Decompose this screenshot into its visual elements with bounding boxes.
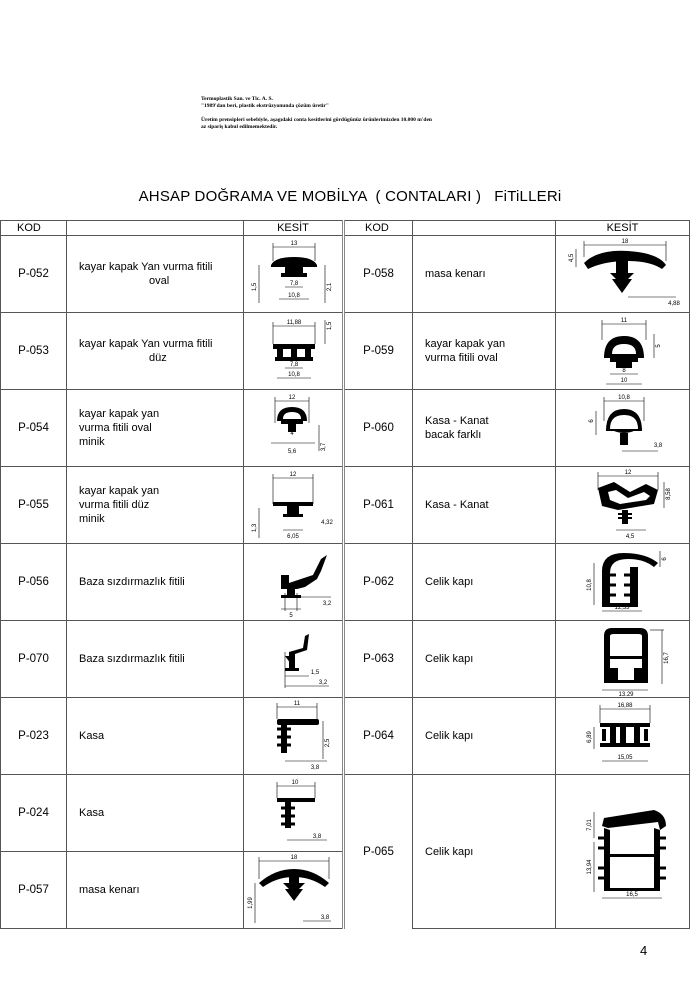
section-drawing xyxy=(556,775,690,929)
page-number: 4 xyxy=(640,943,648,958)
item-description: masa kenarı xyxy=(67,852,244,929)
section-drawing xyxy=(244,390,344,467)
section-drawing xyxy=(556,544,690,621)
section-drawing xyxy=(244,621,344,698)
item-code: P-055 xyxy=(1,467,67,544)
header-kod-left: KOD xyxy=(1,221,67,236)
section-drawing xyxy=(556,621,690,698)
section-drawing xyxy=(244,544,344,621)
item-code: P-057 xyxy=(1,852,67,929)
section-drawing xyxy=(556,313,690,390)
section-drawing xyxy=(556,467,690,544)
header-kesit-right: KESİT xyxy=(556,221,690,236)
profile-p062-drawing xyxy=(558,545,688,619)
svg-text:16,7: 16,7 xyxy=(663,652,670,664)
table-row xyxy=(1,236,690,313)
item-code: P-023 xyxy=(1,698,67,775)
svg-text:1,5: 1,5 xyxy=(310,670,320,676)
svg-text:10: 10 xyxy=(291,780,299,786)
item-description: Kasa xyxy=(67,698,244,775)
svg-text:12: 12 xyxy=(624,470,631,476)
svg-text:11: 11 xyxy=(293,701,301,707)
profile-p063-drawing xyxy=(558,622,688,696)
svg-text:13,94: 13,94 xyxy=(586,858,593,875)
svg-text:1,5: 1,5 xyxy=(252,282,258,292)
table-row xyxy=(1,313,690,390)
svg-text:5,6: 5,6 xyxy=(287,449,297,455)
item-description: Celik kapı xyxy=(413,544,556,621)
svg-text:18: 18 xyxy=(621,239,628,245)
svg-text:1,3: 1,3 xyxy=(252,523,258,533)
item-description: Baza sızdırmazlık fitili xyxy=(67,544,244,621)
svg-text:4,5: 4,5 xyxy=(568,253,575,263)
svg-text:12,33: 12,33 xyxy=(613,605,630,611)
svg-text:16,5: 16,5 xyxy=(625,891,638,898)
svg-text:3,2: 3,2 xyxy=(318,680,328,686)
profile-p054-drawing xyxy=(245,391,341,465)
profile-p065-drawing xyxy=(558,792,688,912)
item-description: kayar kapak Yan vurma fitili düz xyxy=(67,313,244,390)
profile-p060-drawing xyxy=(558,391,688,465)
section-drawing xyxy=(244,852,344,929)
section-drawing xyxy=(244,698,344,775)
svg-text:10: 10 xyxy=(620,378,627,384)
section-drawing xyxy=(244,467,344,544)
item-description: kayar kapak yan vurma fitili oval minik xyxy=(67,390,244,467)
table-row xyxy=(1,544,690,621)
item-code: P-065 xyxy=(344,775,413,929)
profile-p023-drawing xyxy=(245,699,341,773)
svg-text:7,01: 7,01 xyxy=(586,818,593,831)
item-description: Celik kapı xyxy=(413,698,556,775)
svg-text:3,8: 3,8 xyxy=(653,443,662,449)
svg-text:3,8: 3,8 xyxy=(320,915,330,921)
item-description: Celik kapı xyxy=(413,775,556,929)
section-drawing xyxy=(556,236,690,313)
svg-text:10,8: 10,8 xyxy=(617,395,630,401)
table-row xyxy=(1,698,690,775)
svg-text:7,8: 7,8 xyxy=(289,362,299,368)
profile-p061-drawing xyxy=(558,468,688,542)
svg-text:3,2: 3,2 xyxy=(322,601,332,607)
svg-text:6: 6 xyxy=(661,557,668,561)
svg-text:2,1: 2,1 xyxy=(327,282,333,292)
section-drawing xyxy=(556,698,690,775)
item-description: kayar kapak yan vurma fitili düz minik xyxy=(67,467,244,544)
table-row xyxy=(1,775,690,852)
svg-text:5: 5 xyxy=(289,613,293,619)
svg-text:3,7: 3,7 xyxy=(321,442,327,452)
item-code: P-058 xyxy=(344,236,413,313)
profile-p024-drawing xyxy=(245,776,341,850)
item-code: P-054 xyxy=(1,390,67,467)
profile-p053-drawing xyxy=(245,314,341,388)
svg-text:3,8: 3,8 xyxy=(312,834,322,840)
page-title: AHSAP DOĞRAMA VE MOBİLYA ( CONTALARI ) FiTiLLERi xyxy=(138,188,562,205)
svg-text:6,05: 6,05 xyxy=(287,534,299,540)
profile-p070-drawing xyxy=(245,622,341,696)
section-drawing xyxy=(244,236,344,313)
item-description: kayar kapak yan vurma fitili oval xyxy=(413,313,556,390)
profile-p057-drawing xyxy=(245,853,341,927)
profile-p059-drawing xyxy=(558,314,688,388)
item-code: P-059 xyxy=(344,313,413,390)
svg-text:4,5: 4,5 xyxy=(625,534,634,540)
svg-text:4: 4 xyxy=(290,431,294,437)
svg-text:18: 18 xyxy=(290,855,298,861)
item-code: P-024 xyxy=(1,775,67,852)
svg-text:3,8: 3,8 xyxy=(310,765,320,771)
header-kod-right: KOD xyxy=(344,221,413,236)
svg-text:13: 13 xyxy=(290,241,298,247)
table-row xyxy=(1,467,690,544)
svg-text:12: 12 xyxy=(288,395,296,401)
profile-p058-drawing xyxy=(558,237,688,311)
section-drawing xyxy=(556,390,690,467)
item-code: P-070 xyxy=(1,621,67,698)
table-header-row xyxy=(1,221,690,236)
svg-text:7,8: 7,8 xyxy=(289,281,299,287)
table-row xyxy=(1,390,690,467)
item-code: P-061 xyxy=(344,467,413,544)
svg-text:10,8: 10,8 xyxy=(586,579,593,591)
svg-text:11,88: 11,88 xyxy=(286,320,302,326)
svg-text:1,5: 1,5 xyxy=(327,321,333,331)
header-kesit-left: KESİT xyxy=(244,221,344,236)
table-row xyxy=(1,621,690,698)
item-description: Kasa - Kanat xyxy=(413,467,556,544)
svg-text:8: 8 xyxy=(621,368,626,374)
item-code: P-052 xyxy=(1,236,67,313)
svg-text:8,58: 8,58 xyxy=(665,488,672,500)
item-description: Kasa - Kanat bacak farklı xyxy=(413,390,556,467)
svg-text:2,5: 2,5 xyxy=(325,738,331,748)
svg-text:15,05: 15,05 xyxy=(616,755,633,761)
svg-text:10,8: 10,8 xyxy=(288,293,300,299)
svg-text:5: 5 xyxy=(655,344,662,348)
svg-text:13,29: 13,29 xyxy=(617,692,634,696)
svg-text:10,8: 10,8 xyxy=(288,372,300,378)
section-drawing xyxy=(244,313,344,390)
item-code: P-060 xyxy=(344,390,413,467)
section-drawing xyxy=(244,775,344,852)
svg-text:11: 11 xyxy=(620,318,627,324)
item-description: Baza sızdırmazlık fitili xyxy=(67,621,244,698)
company-slogan: "1989'dan beri, plastik ekstrüzyonunda çözüm üretir" xyxy=(201,103,329,109)
svg-text:6: 6 xyxy=(588,419,595,423)
company-name: Termoplastik San. ve Tic. A. S. xyxy=(201,96,273,102)
profile-table xyxy=(0,220,690,929)
item-description: Celik kapı xyxy=(413,621,556,698)
item-code: P-063 xyxy=(344,621,413,698)
svg-text:6,89: 6,89 xyxy=(586,731,593,743)
profile-p055-drawing xyxy=(245,468,341,542)
svg-text:12: 12 xyxy=(289,472,297,478)
item-code: P-056 xyxy=(1,544,67,621)
item-description: Kasa xyxy=(67,775,244,852)
svg-text:16,88: 16,88 xyxy=(616,703,633,709)
profile-p056-drawing xyxy=(245,545,341,619)
order-note-line2: az sipariş kabul edilmemektedir. xyxy=(201,124,278,130)
svg-text:4,32: 4,32 xyxy=(321,520,333,526)
item-code: P-064 xyxy=(344,698,413,775)
order-note-line1: Üretim prensipleri sebebiyle, aşagıdaki conta kesitlerini gördügünüz ürünlerimizden 10.000 m'den xyxy=(201,117,432,123)
profile-p064-drawing xyxy=(558,699,688,773)
item-code: P-053 xyxy=(1,313,67,390)
item-description: kayar kapak Yan vurma fitili oval xyxy=(67,236,244,313)
company-header xyxy=(201,96,521,131)
svg-text:4,88: 4,88 xyxy=(667,301,680,307)
item-description: masa kenarı xyxy=(413,236,556,313)
profile-p052-drawing xyxy=(245,237,341,311)
item-code: P-062 xyxy=(344,544,413,621)
svg-text:1,99: 1,99 xyxy=(248,897,254,909)
